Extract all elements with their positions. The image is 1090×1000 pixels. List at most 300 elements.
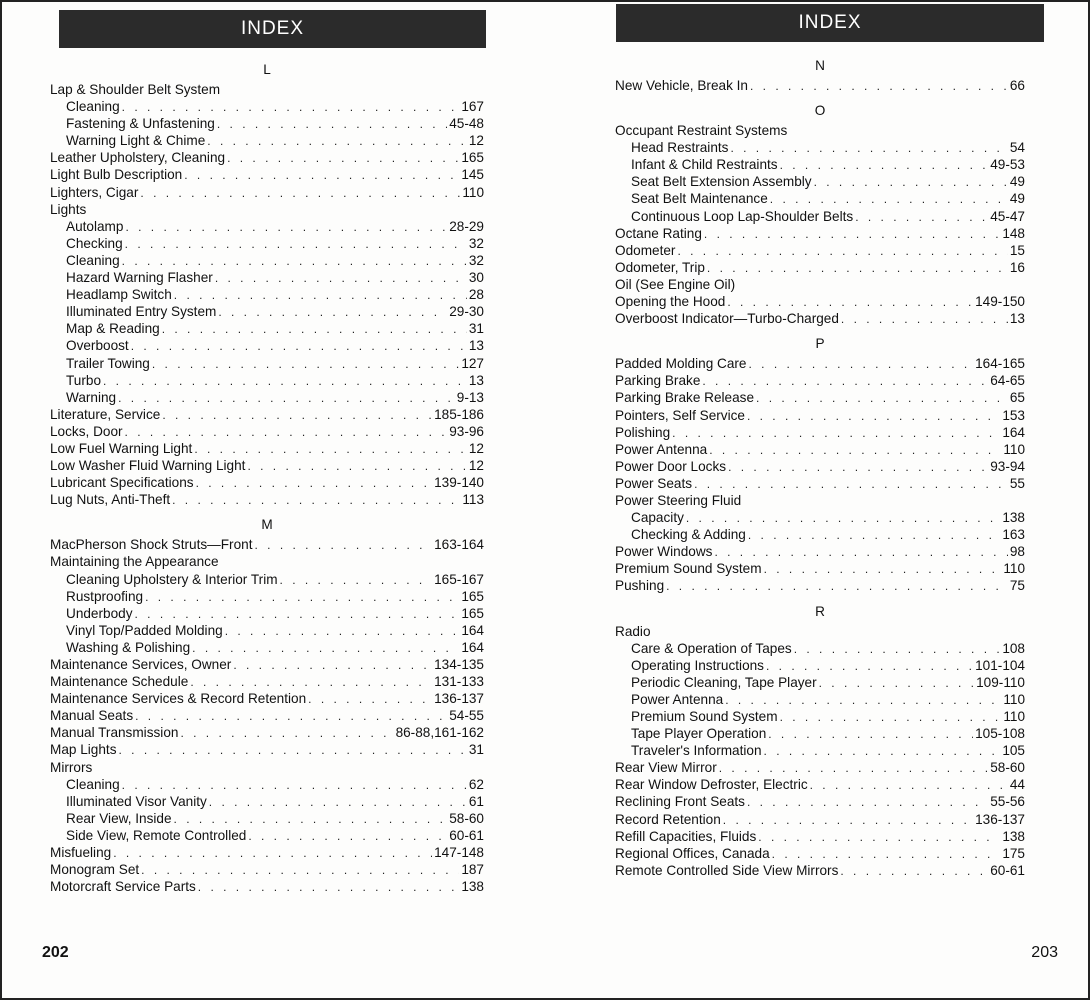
entry-label: Refill Capacities, Fluids xyxy=(615,828,757,844)
entry-page: 58-60 xyxy=(449,810,484,826)
entry-page: 101-104 xyxy=(975,657,1025,673)
dot-leader xyxy=(764,743,1001,760)
dot-leader xyxy=(196,475,433,492)
entry-label: Care & Operation of Tapes xyxy=(631,640,792,656)
index-subentry xyxy=(50,372,484,389)
entry-label: Premium Sound System xyxy=(631,709,778,724)
dot-leader xyxy=(125,236,467,253)
index-subentry xyxy=(50,115,484,132)
dot-leader xyxy=(728,459,988,476)
index-entry xyxy=(615,355,1025,372)
index-entry xyxy=(50,536,484,553)
index-entry xyxy=(50,724,484,741)
index-banner-left xyxy=(59,10,486,48)
entry-label: Operating Instructions xyxy=(631,657,764,673)
section-letter: R xyxy=(815,603,825,619)
entry-page: 163 xyxy=(1002,527,1025,543)
index-entry xyxy=(615,276,1025,293)
entry-label: Seat Belt Maintenance xyxy=(631,191,768,207)
entry-page: 12 xyxy=(468,440,484,456)
entry-page: 153 xyxy=(1002,407,1025,423)
entry-label: New Vehicle, Break In xyxy=(615,78,748,93)
entry-label: Lighters, Cigar xyxy=(50,184,139,200)
entry-label: Fastening & Unfastening xyxy=(66,116,215,132)
section-letter: N xyxy=(815,58,825,73)
entry-label: Checking & Adding xyxy=(631,527,746,543)
index-entry xyxy=(615,560,1025,577)
entry-label: Record Retention xyxy=(615,811,721,827)
index-subentry xyxy=(50,337,484,354)
index-subentry xyxy=(50,571,484,588)
index-subentry xyxy=(50,98,484,115)
entry-label: Maintenance Schedule xyxy=(50,674,189,690)
dot-leader xyxy=(207,133,467,150)
dot-leader xyxy=(756,390,1008,407)
index-entry xyxy=(50,184,484,201)
section-letter: P xyxy=(815,336,825,352)
entry-page: 12 xyxy=(468,458,484,474)
entry-label: Polishing xyxy=(615,424,671,440)
entry-label: Parking Brake Release xyxy=(615,390,755,406)
entry-label: Pointers, Self Service xyxy=(615,407,745,423)
entry-label: Trailer Towing xyxy=(66,355,150,371)
entry-page: 138 xyxy=(1002,828,1025,844)
entry-page: 60-61 xyxy=(990,862,1025,878)
index-entry xyxy=(50,690,484,707)
entry-label: Cleaning xyxy=(66,252,120,268)
entry-label: Odometer, Trip xyxy=(615,259,705,275)
index-entry xyxy=(615,122,1025,139)
entry-label: Cleaning Upholstery & Interior Trim xyxy=(66,571,278,587)
entry-label: Lights xyxy=(50,201,87,217)
entry-page: 13 xyxy=(1009,311,1025,327)
entry-page: 165 xyxy=(461,588,484,604)
entry-page: 93-96 xyxy=(449,423,484,439)
entry-page: 165 xyxy=(461,150,484,166)
dot-leader xyxy=(218,304,447,321)
index-subentry xyxy=(50,827,484,844)
index-subentry xyxy=(615,208,1025,225)
dot-leader xyxy=(233,657,432,674)
dot-leader xyxy=(694,476,1008,493)
entry-label: Periodic Cleaning, Tape Player xyxy=(631,674,817,690)
dot-leader xyxy=(714,544,1007,561)
entry-page: 28-29 xyxy=(449,218,484,234)
entry-label: Power Seats xyxy=(615,475,693,491)
entry-page: 109-110 xyxy=(976,674,1025,690)
entry-page: 45-48 xyxy=(449,116,484,132)
entry-label: Manual Seats xyxy=(50,708,134,724)
index-entry xyxy=(50,759,484,776)
left-page xyxy=(2,2,547,1000)
dot-leader xyxy=(227,150,459,167)
index-subentry xyxy=(50,252,484,269)
entry-page: 30 xyxy=(468,270,484,286)
index-entry xyxy=(50,457,484,474)
dot-leader xyxy=(686,510,1000,527)
entry-page: 32 xyxy=(468,235,484,251)
dot-leader xyxy=(125,424,448,441)
dot-leader xyxy=(704,226,1000,243)
entry-label: Light Bulb Description xyxy=(50,167,183,183)
entry-label: Cleaning xyxy=(66,99,120,115)
entry-label: Warning xyxy=(66,389,117,405)
entry-label: Low Washer Fluid Warning Light xyxy=(50,458,246,474)
entry-label: Power Antenna xyxy=(631,691,724,707)
dot-leader xyxy=(113,845,432,862)
entry-label: Power Steering Fluid xyxy=(615,492,742,508)
dot-leader xyxy=(145,589,459,606)
index-subentry xyxy=(50,218,484,235)
entry-page: 136-137 xyxy=(434,691,484,707)
entry-page: 136-137 xyxy=(975,811,1025,827)
entry-label: Map & Reading xyxy=(66,321,160,337)
entry-page: 138 xyxy=(461,879,484,895)
dot-leader xyxy=(749,356,974,373)
entry-page: 75 xyxy=(1009,578,1025,594)
entry-label: Rear View Mirror xyxy=(615,760,717,776)
entry-page: 28 xyxy=(468,287,484,303)
entry-page: 148 xyxy=(1002,225,1025,241)
dot-leader xyxy=(840,863,988,880)
dot-leader xyxy=(174,811,448,828)
index-entry xyxy=(615,828,1025,845)
index-entry xyxy=(50,673,484,690)
index-entry xyxy=(50,423,484,440)
dot-leader xyxy=(702,373,988,390)
entry-label: Opening the Hood xyxy=(615,294,726,310)
index-title: INDEX xyxy=(798,12,862,33)
dot-leader xyxy=(192,640,459,657)
index-entry xyxy=(50,474,484,491)
entry-label: Power Antenna xyxy=(615,441,708,457)
entry-label: Maintenance Services, Owner xyxy=(50,657,232,672)
entry-page: 110 xyxy=(1003,441,1025,457)
index-entry xyxy=(615,793,1025,810)
index-subentry xyxy=(615,509,1025,526)
entry-page: 62 xyxy=(468,776,484,792)
dot-leader xyxy=(719,760,988,777)
entry-page: 98 xyxy=(1009,544,1025,560)
entry-page: 9-13 xyxy=(456,389,484,405)
index-entry xyxy=(615,424,1025,441)
index-subentry xyxy=(50,286,484,303)
entry-page: 108 xyxy=(1002,640,1025,656)
index-entry xyxy=(615,259,1025,276)
entry-page: 58-60 xyxy=(990,760,1025,776)
index-entry xyxy=(615,77,1025,94)
dot-leader xyxy=(794,641,1001,658)
dot-leader xyxy=(709,442,1001,459)
entry-page: 164-165 xyxy=(975,356,1025,372)
entry-label: Warning Light & Chime xyxy=(66,133,206,149)
dot-leader xyxy=(141,862,459,879)
entry-page: 54-55 xyxy=(449,708,484,724)
index-entry xyxy=(50,878,484,895)
entry-label: Headlamp Switch xyxy=(66,287,172,303)
index-entry xyxy=(50,440,484,457)
dot-leader xyxy=(780,709,1002,726)
index-entry xyxy=(615,543,1025,560)
dot-leader xyxy=(308,691,432,708)
index-entry xyxy=(50,149,484,166)
entry-label: Radio xyxy=(615,623,651,639)
entry-page: 55-56 xyxy=(990,794,1025,810)
entry-page: 165 xyxy=(461,605,484,621)
entry-label: Illuminated Entry System xyxy=(66,304,217,320)
index-entry xyxy=(615,577,1025,594)
dot-leader xyxy=(725,692,1001,709)
entry-label: Lug Nuts, Anti-Theft xyxy=(50,492,171,508)
entry-page: 131-133 xyxy=(434,674,484,690)
dot-leader xyxy=(707,260,1008,277)
dot-leader xyxy=(174,287,467,304)
entry-page: 105 xyxy=(1002,743,1025,759)
dot-leader xyxy=(118,390,455,407)
entry-label: Side View, Remote Controlled xyxy=(66,827,247,843)
index-subentry xyxy=(50,588,484,605)
entry-label: Literature, Service xyxy=(50,406,161,422)
entry-page: 147-148 xyxy=(434,845,484,861)
index-subentry xyxy=(615,708,1025,725)
index-entry xyxy=(50,491,484,508)
index-entry xyxy=(615,845,1025,862)
index-subentry xyxy=(50,389,484,406)
entry-page: 61 xyxy=(468,793,484,809)
entry-page: 165-167 xyxy=(434,571,484,587)
index-subentry xyxy=(50,622,484,639)
entry-page: 55 xyxy=(1009,475,1025,491)
entry-label: Capacity xyxy=(631,510,684,526)
index-entry xyxy=(50,553,484,570)
index-entry xyxy=(50,656,484,673)
index-entries-right xyxy=(615,55,1025,879)
entry-label: Tape Player Operation xyxy=(631,726,767,742)
dot-leader xyxy=(841,311,1008,328)
index-subentry xyxy=(615,139,1025,156)
entry-label: Checking xyxy=(66,235,123,251)
entry-label: Autolamp xyxy=(66,218,124,234)
entry-label: Odometer xyxy=(615,242,676,258)
entry-page: 110 xyxy=(1003,691,1025,707)
dot-leader xyxy=(758,829,1000,846)
index-entry xyxy=(615,310,1025,327)
index-subentry xyxy=(615,526,1025,543)
entry-page: 113 xyxy=(462,492,484,508)
entry-page: 31 xyxy=(468,321,484,337)
dot-leader xyxy=(819,675,974,692)
dot-leader xyxy=(194,441,467,458)
entry-page: 49-53 xyxy=(990,157,1025,173)
entry-page: 15 xyxy=(1009,242,1025,258)
index-subentry xyxy=(50,776,484,793)
entry-label: MacPherson Shock Struts—Front xyxy=(50,537,253,553)
index-subentry xyxy=(50,355,484,372)
dot-leader xyxy=(672,425,1000,442)
entry-page: 139-140 xyxy=(434,475,484,491)
entry-label: Rear View, Inside xyxy=(66,810,172,826)
entry-page: 54 xyxy=(1009,140,1025,156)
entry-page: 60-61 xyxy=(449,827,484,843)
entry-page: 105-108 xyxy=(975,726,1025,742)
dot-leader xyxy=(198,879,460,896)
entry-page: 110 xyxy=(462,184,484,200)
page-number: 202 xyxy=(42,944,69,961)
entry-label: Low Fuel Warning Light xyxy=(50,440,193,456)
entry-label: Motorcraft Service Parts xyxy=(50,879,196,895)
index-entry xyxy=(615,759,1025,776)
index-subentry xyxy=(615,725,1025,742)
index-entry xyxy=(50,861,484,878)
entry-label: Underbody xyxy=(66,605,133,621)
dot-leader xyxy=(131,338,467,355)
index-banner-right xyxy=(616,4,1044,42)
index-entry xyxy=(615,242,1025,259)
entry-label: Lap & Shoulder Belt System xyxy=(50,82,221,97)
index-subentry xyxy=(615,190,1025,207)
dot-leader xyxy=(225,623,460,640)
entry-label: Turbo xyxy=(66,372,102,388)
dot-leader xyxy=(215,270,467,287)
entry-page: 64-65 xyxy=(990,373,1025,389)
index-entry xyxy=(615,492,1025,509)
index-subentry xyxy=(50,235,484,252)
index-entry xyxy=(615,475,1025,492)
index-entry xyxy=(615,372,1025,389)
index-subentry xyxy=(50,269,484,286)
entry-label: Octane Rating xyxy=(615,225,702,241)
dot-leader xyxy=(780,157,989,174)
entry-label: Pushing xyxy=(615,578,665,594)
entry-label: Hazard Warning Flasher xyxy=(66,270,213,286)
entry-label: Rustproofing xyxy=(66,588,144,604)
dot-leader xyxy=(122,99,460,116)
entry-page: 164 xyxy=(1002,424,1025,440)
index-entry xyxy=(615,293,1025,310)
entry-page: 175 xyxy=(1002,845,1025,861)
entry-page: 13 xyxy=(468,338,484,354)
dot-leader xyxy=(768,726,973,743)
dot-leader xyxy=(152,356,459,373)
index-subentry xyxy=(50,793,484,810)
entry-label: Infant & Child Restraints xyxy=(631,157,778,173)
dot-leader xyxy=(750,78,1008,95)
entry-label: Reclining Front Seats xyxy=(615,794,745,810)
entry-label: Rear Window Defroster, Electric xyxy=(615,777,808,793)
dot-leader xyxy=(764,561,1002,578)
dot-leader xyxy=(747,408,1000,425)
dot-leader xyxy=(140,185,460,202)
dot-leader xyxy=(184,167,459,184)
entry-page: 134-135 xyxy=(434,657,484,672)
entry-page: 86-88,161-162 xyxy=(395,725,484,741)
index-subentry xyxy=(615,674,1025,691)
section-letter: M xyxy=(261,517,273,533)
entry-page: 16 xyxy=(1009,259,1025,275)
entry-page: 44 xyxy=(1009,777,1025,793)
dot-leader xyxy=(766,658,973,675)
entry-label: Remote Controlled Side View Mirrors xyxy=(615,862,839,878)
dot-leader xyxy=(748,527,1000,544)
index-entry xyxy=(615,458,1025,475)
entry-page: 12 xyxy=(468,133,484,149)
entry-page: 187 xyxy=(461,862,484,878)
dot-leader xyxy=(119,742,467,759)
index-subentry xyxy=(615,742,1025,759)
index-entry xyxy=(50,166,484,183)
entry-label: Illuminated Visor Vanity xyxy=(66,793,207,809)
entry-page: 164 xyxy=(461,622,484,638)
entry-page: 185-186 xyxy=(434,406,484,422)
index-entry xyxy=(615,225,1025,242)
dot-leader xyxy=(180,725,393,742)
dot-leader xyxy=(125,219,447,236)
entry-label: Mirrors xyxy=(50,759,93,775)
index-entries-left xyxy=(50,59,484,895)
section-letter: O xyxy=(814,103,826,119)
dot-leader xyxy=(772,846,1001,863)
entry-page: 167 xyxy=(461,99,484,115)
dot-leader xyxy=(677,243,1007,260)
entry-page: 32 xyxy=(468,252,484,268)
entry-label: Power Windows xyxy=(615,544,713,560)
entry-label: Overboost xyxy=(66,338,129,354)
entry-page: 49 xyxy=(1009,191,1025,207)
index-entry xyxy=(50,201,484,218)
dot-leader xyxy=(135,708,447,725)
dot-leader xyxy=(135,606,460,623)
dot-leader xyxy=(254,537,432,554)
index-entry xyxy=(50,741,484,758)
index-subentry xyxy=(50,303,484,320)
index-entry xyxy=(50,707,484,724)
entry-page: 13 xyxy=(468,372,484,388)
entry-label: Head Restraints xyxy=(631,140,729,156)
entry-label: Vinyl Top/Padded Molding xyxy=(66,622,223,638)
entry-label: Maintaining the Appearance xyxy=(50,554,219,570)
dot-leader xyxy=(730,140,1007,157)
entry-label: Maintenance Services & Record Retention xyxy=(50,691,307,707)
page-number: 203 xyxy=(1031,944,1058,961)
index-entry xyxy=(50,81,484,98)
entry-label: Occupant Restraint Systems xyxy=(615,123,788,139)
entry-page: 49 xyxy=(1009,174,1025,190)
entry-page: 138 xyxy=(1002,510,1025,526)
dot-leader xyxy=(190,674,432,691)
entry-label: Parking Brake xyxy=(615,373,701,389)
index-subentry xyxy=(50,320,484,337)
dot-leader xyxy=(162,321,467,338)
entry-label: Leather Upholstery, Cleaning xyxy=(50,150,226,166)
index-entry xyxy=(50,406,484,423)
entry-page: 163-164 xyxy=(434,537,484,553)
index-subentry xyxy=(615,640,1025,657)
entry-label: Misfueling xyxy=(50,845,112,861)
index-subentry xyxy=(615,691,1025,708)
index-subentry xyxy=(50,639,484,656)
index-entry xyxy=(615,389,1025,406)
index-entry xyxy=(615,862,1025,879)
index-subentry xyxy=(615,173,1025,190)
entry-page: 29-30 xyxy=(449,304,484,320)
entry-page: 93-94 xyxy=(990,458,1025,474)
entry-label: Lubricant Specifications xyxy=(50,475,194,491)
entry-label: Regional Offices, Canada xyxy=(615,845,770,861)
index-subentry xyxy=(615,657,1025,674)
entry-label: Monogram Set xyxy=(50,862,140,878)
entry-label: Map Lights xyxy=(50,742,117,758)
dot-leader xyxy=(727,294,973,311)
